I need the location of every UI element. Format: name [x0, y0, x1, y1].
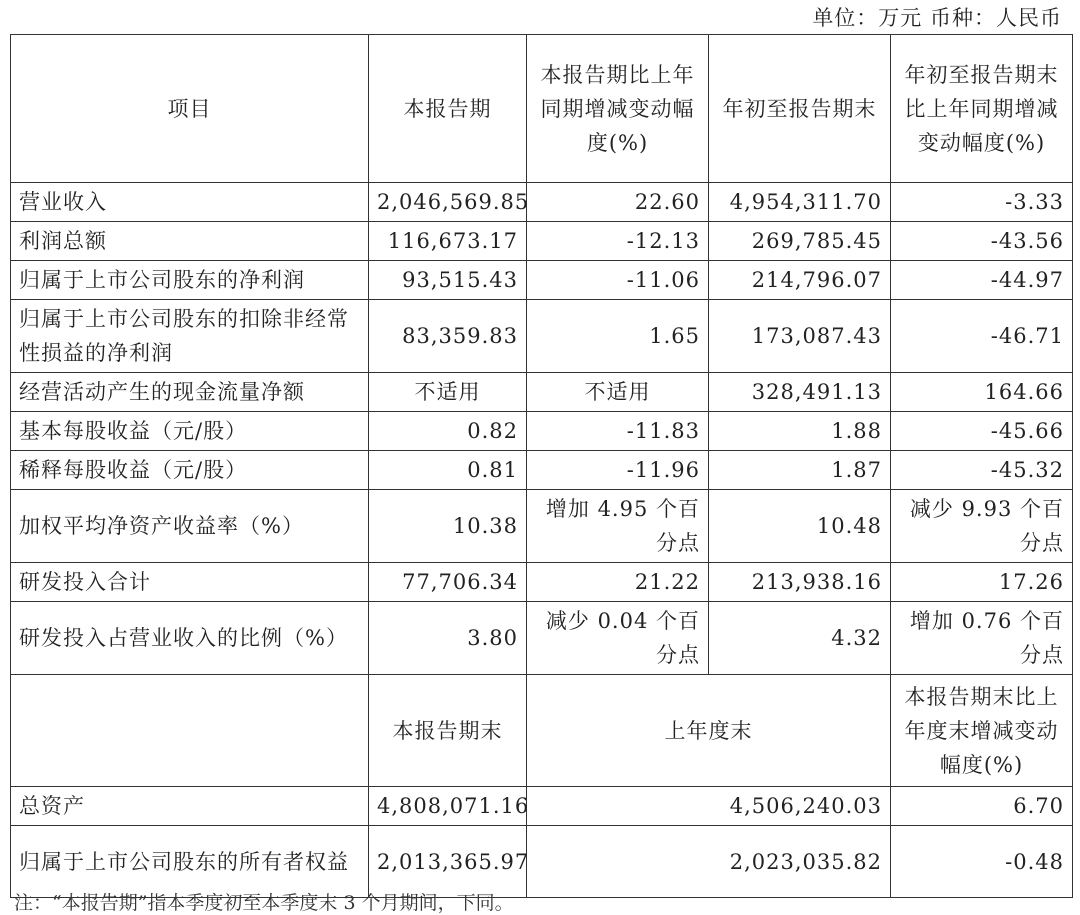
header-current-period: 本报告期	[369, 35, 527, 183]
row-ytd: 214,796.07	[709, 261, 891, 300]
row-item: 归属于上市公司股东的净利润	[11, 261, 369, 300]
row-ytd-yoy: 164.66	[891, 373, 1073, 412]
subheader-item	[11, 675, 369, 787]
row-ytd-yoy: 17.26	[891, 563, 1073, 602]
row-item: 基本每股收益（元/股）	[11, 412, 369, 451]
table-row	[11, 787, 1073, 826]
row-change: -0.48	[891, 826, 1073, 898]
row-ytd: 213,938.16	[709, 563, 891, 602]
table-row	[11, 183, 1073, 222]
row-current-yoy: -12.13	[527, 222, 709, 261]
footnote: 注：“本报告期”指本季度初至本季度末 3 个月期间，下同。	[14, 892, 514, 914]
row-current: 10.38	[369, 490, 527, 563]
row-period-end: 4,808,071.16	[369, 787, 527, 826]
table-row	[11, 490, 1073, 563]
row-ytd: 10.48	[709, 490, 891, 563]
row-ytd-yoy: 减少 9.93 个百分点	[891, 490, 1073, 563]
row-current: 0.81	[369, 451, 527, 490]
row-current: 0.82	[369, 412, 527, 451]
row-item: 稀释每股收益（元/股）	[11, 451, 369, 490]
row-ytd: 269,785.45	[709, 222, 891, 261]
header-current-yoy: 本报告期比上年同期增减变动幅度(%)	[527, 35, 709, 183]
table-row	[11, 261, 1073, 300]
row-item: 营业收入	[11, 183, 369, 222]
subheader-period-end: 本报告期末	[369, 675, 527, 787]
table-row	[11, 222, 1073, 261]
row-ytd: 173,087.43	[709, 300, 891, 373]
row-ytd-yoy: -46.71	[891, 300, 1073, 373]
row-item: 经营活动产生的现金流量净额	[11, 373, 369, 412]
row-current: 不适用	[369, 373, 527, 412]
row-ytd: 1.88	[709, 412, 891, 451]
row-ytd-yoy: -45.66	[891, 412, 1073, 451]
row-change: 6.70	[891, 787, 1073, 826]
table-row	[11, 563, 1073, 602]
row-current-yoy: 21.22	[527, 563, 709, 602]
table-subheader-row	[11, 675, 1073, 787]
row-current: 3.80	[369, 602, 527, 675]
row-current-yoy: 22.60	[527, 183, 709, 222]
row-current: 77,706.34	[369, 563, 527, 602]
row-ytd: 4.32	[709, 602, 891, 675]
row-ytd-yoy: -45.32	[891, 451, 1073, 490]
row-ytd: 1.87	[709, 451, 891, 490]
row-ytd-yoy: -43.56	[891, 222, 1073, 261]
row-current-yoy: -11.96	[527, 451, 709, 490]
row-period-end: 2,013,365.97	[369, 826, 527, 898]
row-item: 研发投入占营业收入的比例（%）	[11, 602, 369, 675]
row-ytd-yoy: -44.97	[891, 261, 1073, 300]
table-row	[11, 602, 1073, 675]
subheader-prior-year-end: 上年度末	[527, 675, 891, 787]
row-current: 2,046,569.85	[369, 183, 527, 222]
row-current-yoy: -11.06	[527, 261, 709, 300]
header-ytd: 年初至报告期末	[709, 35, 891, 183]
header-item: 项目	[11, 35, 369, 183]
row-prior-year-end: 4,506,240.03	[527, 787, 891, 826]
table-row	[11, 826, 1073, 898]
row-prior-year-end: 2,023,035.82	[527, 826, 891, 898]
table-row	[11, 412, 1073, 451]
row-current: 93,515.43	[369, 261, 527, 300]
row-item: 归属于上市公司股东的扣除非经常性损益的净利润	[11, 300, 369, 373]
row-current-yoy: 1.65	[527, 300, 709, 373]
row-ytd-yoy: -3.33	[891, 183, 1073, 222]
row-current-yoy: 增加 4.95 个百分点	[527, 490, 709, 563]
row-item: 加权平均净资产收益率（%）	[11, 490, 369, 563]
subheader-change: 本报告期末比上年度末增减变动幅度(%)	[891, 675, 1073, 787]
row-current-yoy: -11.83	[527, 412, 709, 451]
row-item: 总资产	[11, 787, 369, 826]
row-item: 研发投入合计	[11, 563, 369, 602]
row-item: 归属于上市公司股东的所有者权益	[11, 826, 369, 898]
row-current-yoy: 减少 0.04 个百分点	[527, 602, 709, 675]
unit-currency-line: 单位：万元 币种：人民币	[812, 6, 1062, 30]
row-current: 116,673.17	[369, 222, 527, 261]
table-header-row	[11, 35, 1073, 183]
row-current: 83,359.83	[369, 300, 527, 373]
financial-data-table	[10, 34, 1073, 898]
row-item: 利润总额	[11, 222, 369, 261]
table-row	[11, 300, 1073, 373]
table-row	[11, 373, 1073, 412]
table-row	[11, 451, 1073, 490]
header-ytd-yoy: 年初至报告期末比上年同期增减变动幅度(%)	[891, 35, 1073, 183]
row-ytd: 4,954,311.70	[709, 183, 891, 222]
row-ytd: 328,491.13	[709, 373, 891, 412]
row-ytd-yoy: 增加 0.76 个百分点	[891, 602, 1073, 675]
row-current-yoy: 不适用	[527, 373, 709, 412]
